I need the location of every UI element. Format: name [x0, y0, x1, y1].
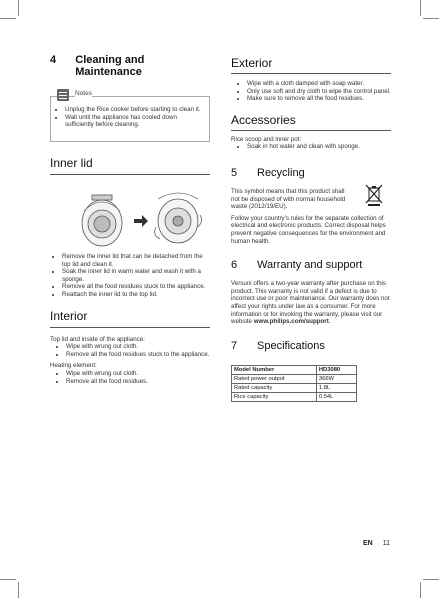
interior-top-list — [50, 343, 210, 358]
right-column — [231, 56, 391, 402]
table-row — [232, 383, 357, 392]
crop-mark — [423, 18, 439, 19]
section-divider — [50, 174, 210, 175]
warranty-heading — [231, 259, 391, 271]
section-divider — [231, 130, 391, 131]
notes-box — [50, 90, 210, 142]
recycling-heading — [231, 167, 391, 179]
notes-label: Notes — [75, 90, 92, 97]
interior-heading: Interior — [50, 308, 88, 323]
specs-heading — [231, 340, 391, 352]
rice-cooker-open-icon — [82, 195, 122, 246]
list-item: • Reattach the inner lid to the top lid. — [62, 291, 210, 299]
list-item: • Remove the inner lid that can be detached from the top lid and clean it. — [62, 253, 210, 268]
notes-icon — [57, 89, 69, 101]
section-number: 7 — [231, 339, 238, 352]
table-row — [232, 392, 357, 401]
table-cell: 366W — [316, 374, 356, 383]
warranty-end: . — [328, 318, 331, 326]
section-title: Cleaning and Maintenance — [75, 54, 145, 78]
list-item: • Wipe with wrung out cloth. — [66, 370, 210, 378]
section-divider — [50, 327, 210, 328]
language-code: EN — [363, 540, 373, 547]
list-item: • Make sure to remove all the food residues. — [247, 95, 391, 103]
accessories-heading: Accessories — [231, 112, 296, 127]
section-divider — [231, 73, 391, 74]
crop-mark — [423, 579, 439, 580]
table-cell: 1.8L — [316, 383, 356, 392]
list-item: • Unplug the Rice cooker before starting to clean it. — [65, 106, 207, 114]
recycling-rules-text: Follow your country's rules for the separate collection of electrical and electronic products. Correct disposal helps prevent negative consequences for the environment and human health. — [231, 214, 386, 245]
list-item: • Soak in hot water and clean with sponge. — [247, 143, 391, 151]
exterior-list — [231, 80, 391, 103]
table-cell: 0.54L — [316, 392, 356, 401]
notes-list — [53, 106, 207, 129]
list-item: • Remove all the food residues. — [66, 378, 210, 386]
section-title: Specifications — [257, 339, 325, 352]
crop-mark — [420, 0, 421, 16]
crop-mark — [18, 0, 19, 16]
warranty-text — [231, 280, 391, 326]
section-title: Warranty and support — [257, 259, 363, 272]
support-link[interactable]: www.philips.com/support — [253, 318, 329, 326]
table-cell: Rated capacity — [232, 383, 317, 392]
section-number: 4 — [50, 54, 57, 66]
section-number: 5 — [231, 166, 238, 179]
cleaning-heading — [50, 54, 210, 78]
inner-lid-heading: Inner lid — [50, 156, 93, 170]
inner-lid-illustration — [74, 189, 204, 249]
interior-heat-list — [50, 370, 210, 385]
crop-mark — [18, 582, 19, 598]
inner-lid-removed-icon — [155, 193, 202, 243]
footer — [363, 540, 390, 547]
accessories-list — [231, 143, 391, 151]
list-item: • Wipe with a cloth damped with soap water. — [247, 80, 391, 88]
page-number: 11 — [382, 540, 391, 547]
list-item: • Soak the inner lid in warm water and wash it with a sponge. — [62, 268, 210, 283]
table-row — [232, 365, 357, 374]
section-title: Recycling — [257, 166, 305, 179]
table-cell: HD3080 — [316, 365, 356, 374]
exterior-heading: Exterior — [231, 56, 273, 70]
list-item: • Remove all the food residues stuck to the appliance. — [66, 351, 210, 359]
table-cell: Rated power output — [232, 374, 317, 383]
crop-mark — [420, 582, 421, 598]
list-item: • Only use soft and dry cloth to wipe the control panel. — [247, 88, 391, 96]
section-number: 6 — [231, 259, 238, 272]
list-item: • Remove all the food residues stuck to the appliance. — [62, 283, 210, 291]
table-row — [232, 374, 357, 383]
table-cell: Model Number — [232, 365, 317, 374]
recycling-symbol-text: This symbol means that this product shall not be disposed of with normal household waste (2012/19/EU). — [231, 187, 346, 211]
specifications-table — [231, 365, 357, 402]
arrow-right-icon — [134, 215, 148, 227]
heating-label: Heating element: — [50, 362, 97, 370]
interior-intro: Top lid and inside of the appliance: — [50, 335, 145, 343]
table-cell: Rice capacity — [232, 392, 317, 401]
weee-bin-icon — [365, 184, 383, 206]
crop-mark — [0, 18, 16, 19]
warranty-body: Versuni offers a two-year warranty after purchase on this product. This warranty is not valid if a defect is due to incorrect use or poor maintenance. Our warranty does not affect your rights under law as a consumer. For more information or for invoking the warranty, please visit our website — [231, 280, 390, 326]
left-column — [50, 54, 210, 385]
list-item: • Wipe with wrung out cloth. — [66, 343, 210, 351]
crop-mark — [0, 579, 16, 580]
inner-lid-list — [50, 253, 210, 299]
list-item: • Wait until the appliance has cooled down sufficiently before cleaning. — [65, 114, 207, 129]
accessories-intro: Rice scoop and inner pot: — [231, 135, 302, 143]
